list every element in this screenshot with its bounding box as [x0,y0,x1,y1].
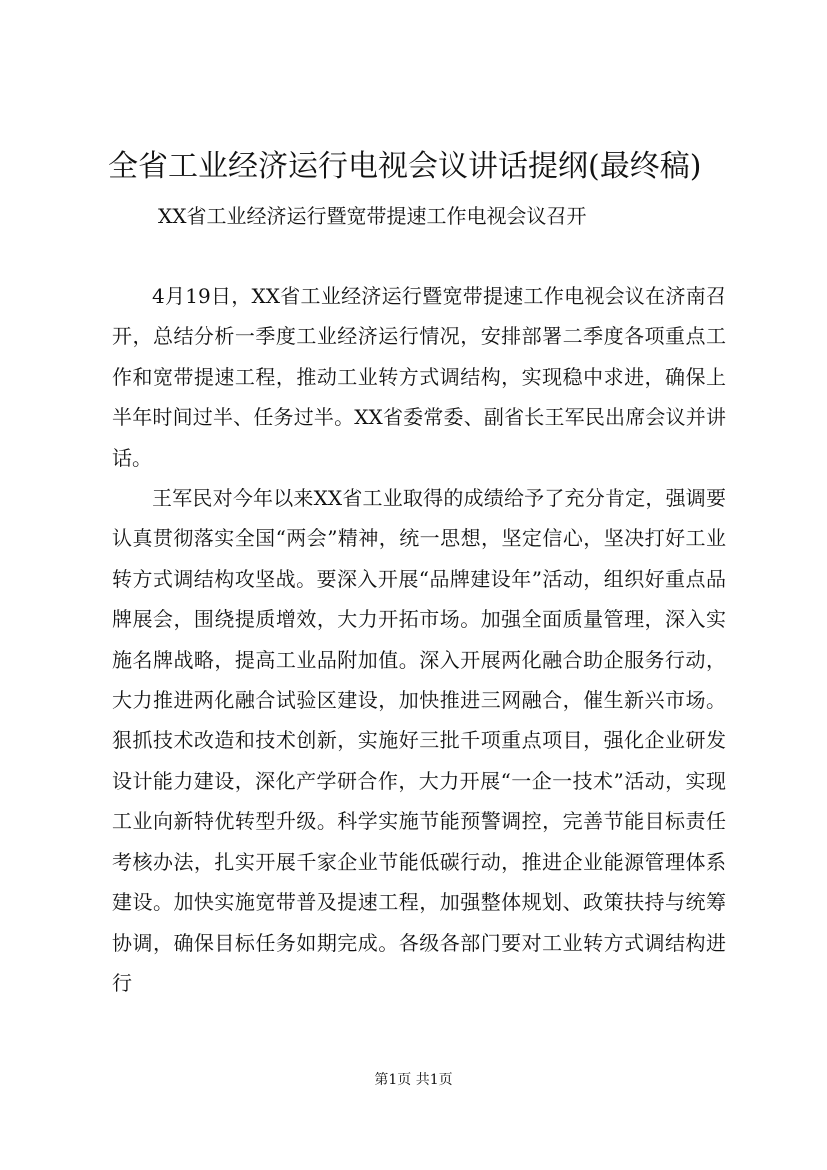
document-title: 全省工业经济运行电视会议讲话提纲(最终稿) [108,149,702,184]
paragraph-1: 4月19日，XX省工业经济运行暨宽带提速工作电视会议在济南召开，总结分析一季度工业经济运行情况，安排部署二季度各项重点工作和宽带提速工程，推动工业转方式调结构，实现稳中求进，确保上半年时间过半、任务过半。XX省委常委、副省长王军民出席会议并讲话。 [112,284,726,470]
page-footer: 第1页 共1页 [374,1072,453,1088]
paragraph-2: 王军民对今年以来XX省工业取得的成绩给予了充分肯定，强调要认真贯彻落实全国“两会”精神，统一思想，坚定信心，坚决打好工业转方式调结构攻坚战。要深入开展“品牌建设年”活动，组织好重点品牌展会，围绕提质增效，大力开拓市场。加强全面质量管理，深入实施名牌战略，提高工业品附加值。深入开展两化融合助企服务行动，大力推进两化融合试验区建设，加快推进三网融合，催生新兴市场。狠抓技术改造和技术创新，实施好三批千项重点项目，强化企业研发设计能力建设，深化产学研合作，大力开展“一企一技术”活动，实现工业向新特优转型升级。科学实施节能预警调控，完善节能目标责任考核办法，扎实开展千家企业节能低碳行动，推进企业能源管理体系建设。加快实施宽带普及提速工程，加强整体规划、政策扶持与统筹协调，确保目标任务如期完成。各级各部门要对工业转方式调结构进行 [112,486,726,995]
document-subtitle: XX省工业经济运行暨宽带提速工作电视会议召开 [158,204,587,228]
document-body [112,276,726,1003]
